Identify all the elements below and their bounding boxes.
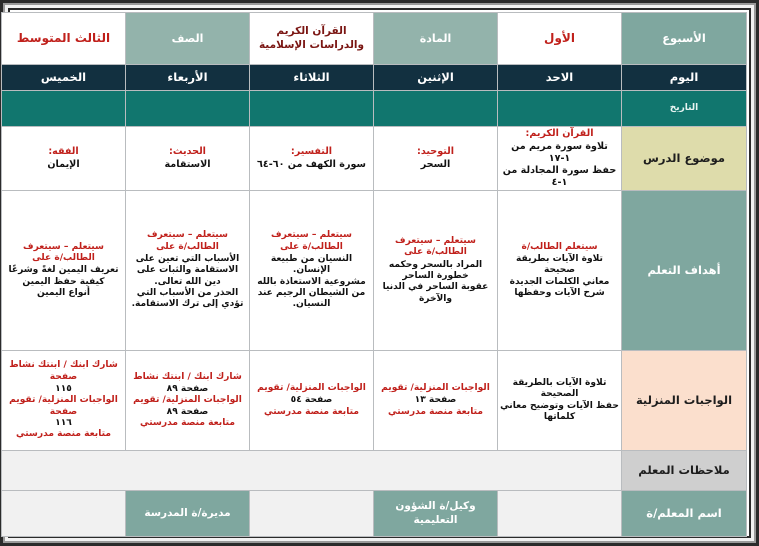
document-frame-middle — [3, 3, 756, 543]
cell-line: تعريف اليمين لغةً وشرعًا — [8, 265, 119, 276]
cell-note: متابعة منصة مدرستي — [16, 429, 111, 440]
homework-label: الواجبات المنزلية — [622, 351, 747, 451]
cell-line: النسيان من طبيعة الإنسان. — [270, 253, 353, 276]
lesson-topic-cell-thursday[interactable] — [2, 127, 126, 191]
grade-value: الثالث المتوسط — [2, 13, 126, 65]
table-row-learning-objectives — [2, 191, 747, 351]
cell-heading: سيتعلم – سيتعرف الطالب/ة على — [395, 235, 476, 258]
teacher-name-value[interactable] — [498, 491, 622, 537]
homework-cell-monday[interactable] — [374, 351, 498, 451]
cell-heading: شارك ابنك / ابنتك نشاط — [133, 371, 242, 382]
table-row-days — [2, 65, 747, 91]
lesson-topic-cell-tuesday[interactable] — [250, 127, 374, 191]
date-cell-sunday[interactable] — [498, 91, 622, 127]
lesson-topic-label: موضوع الدرس — [622, 127, 747, 191]
cell-heading: سيتعلم – سيتعرف الطالب/ة على — [23, 241, 104, 263]
cell-heading: الواجبات المنزلية/ تقويم — [257, 382, 366, 393]
learning-objectives-label: أهداف التعلم — [622, 191, 747, 351]
cell-note: متابعة منصة مدرستي — [264, 406, 359, 417]
table-row-lesson-topic — [2, 127, 747, 191]
week-label: الأسبوع — [622, 13, 747, 65]
cell-line: صفحة ٨٩ — [166, 383, 209, 394]
date-cell-thursday[interactable] — [2, 91, 126, 127]
cell-line: معاني الكلمات الجديدة — [509, 276, 610, 287]
cell-line: الإيمان — [47, 159, 80, 170]
objectives-cell-tuesday[interactable] — [250, 191, 374, 351]
cell-line: أنواع اليمين — [37, 288, 90, 299]
teacher-notes-label: ملاحظات المعلم — [622, 451, 747, 491]
subject-value: القرآن الكريم والدراسات الإسلامية — [250, 13, 374, 65]
table-row-homework — [2, 351, 747, 451]
weekly-lesson-plan-table — [1, 12, 747, 537]
principal-label: مديرة/ة المدرسة — [126, 491, 250, 537]
day-cell-tuesday: الثلاثاء — [250, 65, 374, 91]
cell-line: الأسباب التي تعين على الاستقامة والثبات على دين الله تعالى. — [135, 253, 240, 287]
cell-note: متابعة منصة مدرستي — [140, 418, 235, 429]
cell-line: حفظ الآيات وتوضيح معاني كلماتها — [500, 400, 619, 422]
document-frame-inner — [8, 8, 751, 538]
day-cell-thursday: الخميس — [2, 65, 126, 91]
lesson-topic-cell-wednesday[interactable] — [126, 127, 250, 191]
lesson-topic-cell-monday[interactable] — [374, 127, 498, 191]
date-cell-wednesday[interactable] — [126, 91, 250, 127]
table-row-signatures — [2, 491, 747, 537]
cell-heading: الحديث: — [169, 146, 206, 158]
objectives-cell-sunday[interactable] — [498, 191, 622, 351]
cell-line: تلاوة سورة مريم من ١-١٧ — [511, 141, 608, 164]
cell-line: ١١٦ — [55, 418, 72, 429]
cell-line: شرح الآيات وحفظها — [514, 288, 605, 299]
cell-heading: سيتعلم – سيتعرف الطالب/ة على — [271, 230, 352, 252]
cell-line: خطورة الساحر — [402, 271, 469, 281]
subject-label: المادة — [374, 13, 498, 65]
cell-line: تلاوة الآيات بالطريقة الصحيحة — [512, 377, 607, 400]
cell-line: سورة الكهف من ٦٠-٦٤ — [257, 159, 366, 170]
homework-cell-thursday[interactable] — [2, 351, 126, 451]
cell-heading: القرآن الكريم: — [525, 128, 594, 140]
cell-heading: سيتعلم – سيتعرف الطالب/ة على — [147, 230, 228, 252]
teacher-notes-value[interactable] — [2, 451, 622, 491]
cell-line: مشروعية الاستعاذة بالله من الشيطان الرجيم عند النسيان. — [257, 276, 366, 310]
homework-cell-sunday[interactable] — [498, 351, 622, 451]
cell-line: السحر — [420, 159, 451, 170]
cell-heading: التفسير: — [290, 146, 333, 158]
deputy-label: وكيل/ة الشؤون التعليمية — [374, 491, 498, 537]
cell-line: عقوبة الساحر في الدنيا والآخرة — [382, 282, 489, 304]
week-value: الأول — [498, 13, 622, 65]
table-row-teacher-notes — [2, 451, 747, 491]
cell-heading: التوحيد: — [416, 146, 455, 158]
lesson-topic-cell-sunday[interactable] — [498, 127, 622, 191]
objectives-cell-monday[interactable] — [374, 191, 498, 351]
cell-line: حفظ سورة المجادلة من ١-٤ — [502, 164, 617, 188]
day-cell-monday: الإثنين — [374, 65, 498, 91]
cell-line: تلاوة الآيات بطريقة صحيحة — [516, 253, 603, 276]
table-row-dates — [2, 91, 747, 127]
date-cell-tuesday[interactable] — [250, 91, 374, 127]
objectives-cell-wednesday[interactable] — [126, 191, 250, 351]
cell-subheading: الواجبات المنزلية/ تقويم صفحة — [9, 395, 118, 417]
grade-label: الصف — [126, 13, 250, 65]
principal-value[interactable] — [2, 491, 126, 537]
cell-subheading: الواجبات المنزلية/ تقويم — [133, 395, 242, 406]
day-cell-wednesday: الأربعاء — [126, 65, 250, 91]
cell-line: كيفية حفظ اليمين — [22, 276, 105, 287]
cell-line: صفحة ٥٤ — [290, 395, 333, 406]
table-row-info — [2, 13, 747, 65]
teacher-name-label: اسم المعلم/ة — [622, 491, 747, 537]
objectives-cell-thursday[interactable] — [2, 191, 126, 351]
homework-cell-wednesday[interactable] — [126, 351, 250, 451]
date-label: التاريخ — [622, 91, 747, 127]
cell-heading: سيتعلم الطالب/ة — [521, 241, 598, 252]
cell-note: متابعة منصة مدرستي — [388, 406, 483, 417]
homework-cell-tuesday[interactable] — [250, 351, 374, 451]
cell-heading: الفقه: — [48, 146, 79, 158]
cell-line: ١١٥ — [55, 383, 72, 394]
day-label: اليوم — [622, 65, 747, 91]
cell-line: صفحة ١٣ — [414, 395, 457, 406]
cell-heading: الواجبات المنزلية/ تقويم — [381, 382, 490, 393]
cell-line: الاستقامة — [164, 159, 211, 170]
cell-line: صفحة ٨٩ — [166, 406, 209, 417]
deputy-value[interactable] — [250, 491, 374, 537]
date-cell-monday[interactable] — [374, 91, 498, 127]
day-cell-sunday: الاحد — [498, 65, 622, 91]
cell-line: المراد بالسحر وحكمه — [388, 259, 483, 270]
cell-line: الحذر من الأسباب التي تؤدي إلى ترك الاستقامة. — [131, 288, 244, 310]
cell-heading: شارك ابنك / ابنتك نشاط صفحة — [9, 360, 118, 382]
